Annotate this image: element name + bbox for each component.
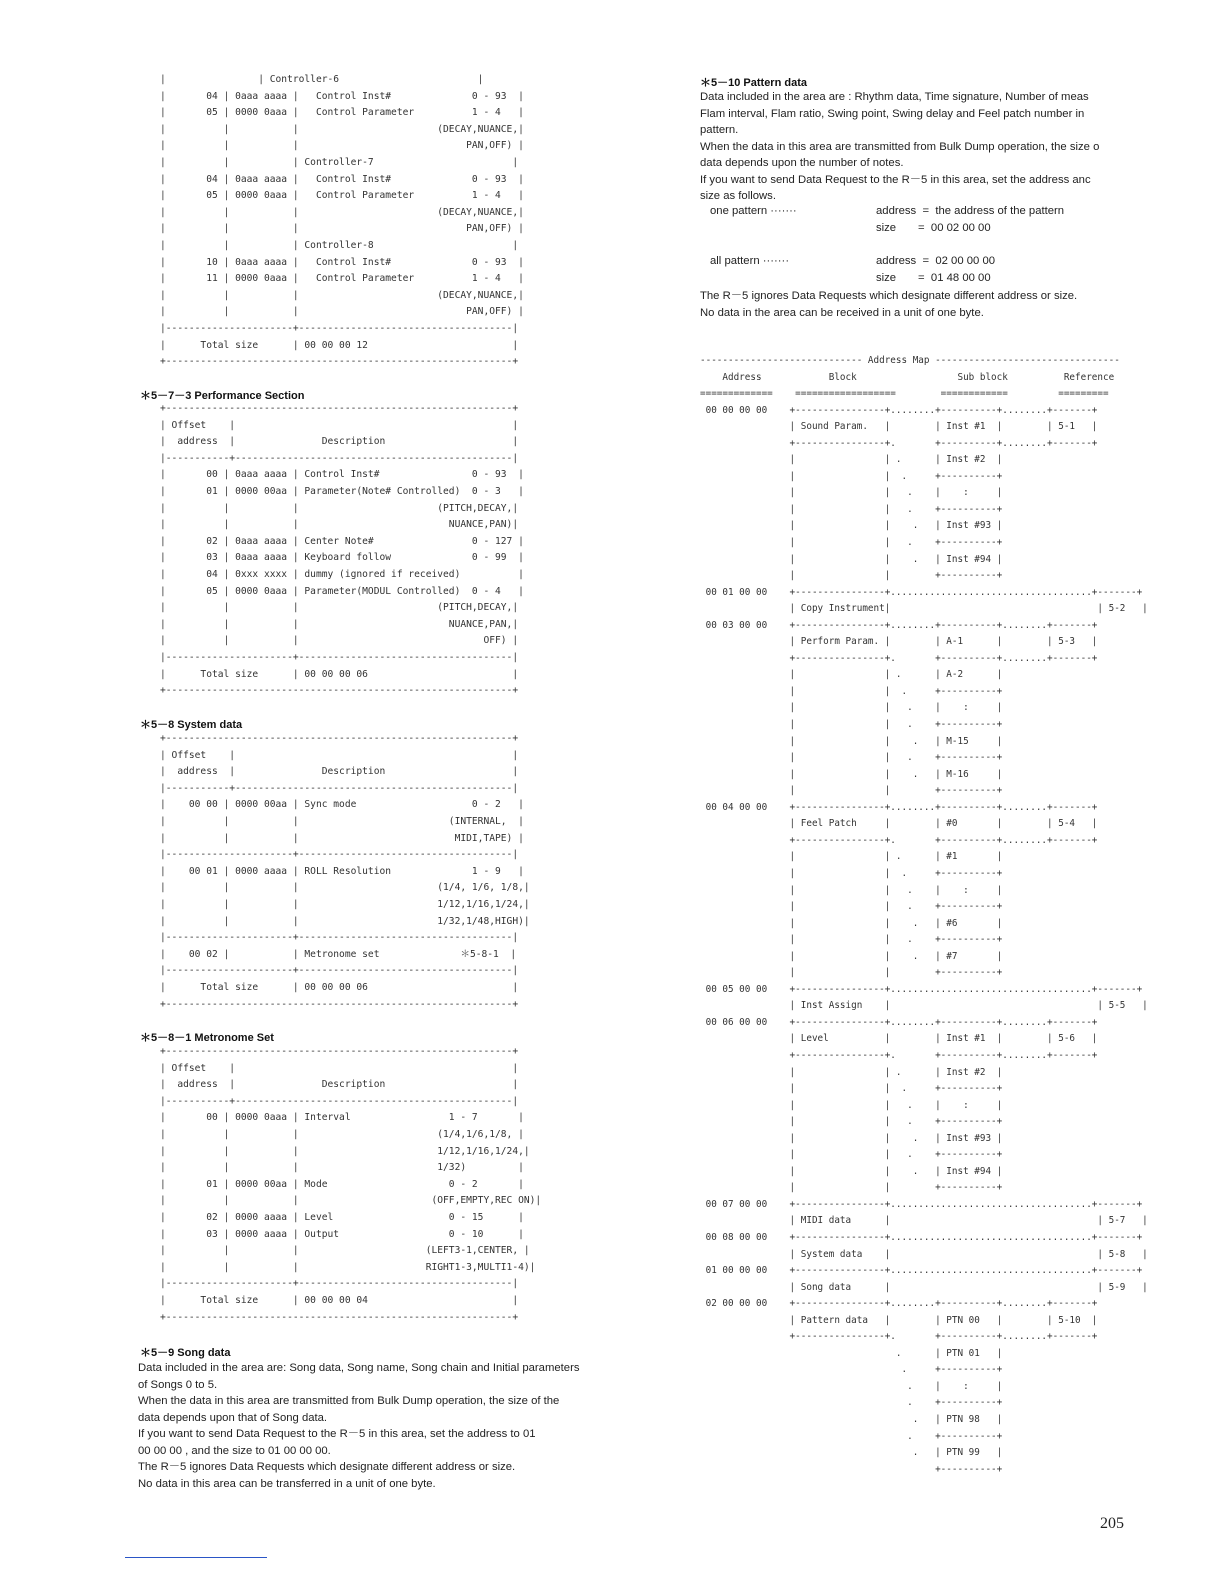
metronome-set-table: +------------------------------------------------------------+ | Offset | | | address | Description | |-----------+------------------------------------------------| | 00 | 0000 0aaa | Interval 1 - 7 | | | | (1/4,1/6,1/8, | | | | 1/12,1/16,1/24,| | | | 1/32) | | 01 | 0000 00aa | Mode 0 - 2 | | | | (OFF,EMPTY,REC ON)| | 02 | 0000 aaaa | Level 0 - 15 | | 03 | 0000 aaaa | Output 0 - 10 | | | | (LEFT3-1,CENTER, | | | | RIGHT1-3,MULTI1-4)| |----------------------+-------------------------------------| | Total size | 00 00 00 04 | +------------------------------------------------------------+ (160, 1046, 542, 1323)
pattern-line: Flam interval, Flam ratio, Swing point, Swing delay and Feel patch number in (700, 107, 1085, 120)
performance-section-table: +------------------------------------------------------------+ | Offset | | | address | Description | |-----------+------------------------------------------------| | 00 | 0aaa aaaa | Control Inst# 0 - 93 | | 01 | 0000 00aa | Parameter(Note# Controlled) 0 - 3 | | | | (PITCH,DECAY,| | | | NUANCE,PAN)| | 02 | 0aaa aaaa | Center Note# 0 - 127 | | 03 | 0aaa aaaa | Keyboard follow 0 - 99 | | 04 | 0xxx xxxx | dummy (ignored if received) | | 05 | 0000 0aaa | Parameter(MODUL Controlled) 0 - 4 | | | | (PITCH,DECAY,| | | | NUANCE,PAN,| | | | OFF) | |----------------------+-------------------------------------| | Total size | 00 00 00 06 | +------------------------------------------------------------+ (160, 403, 524, 697)
pattern-data-heading: ＊5－10 Pattern data (700, 77, 807, 89)
pattern-line: data depends upon the number of notes. (700, 157, 904, 169)
page-number: 205 (1100, 1515, 1124, 1532)
footer-rule (125, 1557, 267, 1558)
pattern-note-line: The R－5 ignores Data Requests which designate different address or size. (700, 290, 1078, 302)
system-data-heading: ＊5－8 System data (140, 719, 243, 731)
pattern-line: When the data in this area are transmitted from Bulk Dump operation, the size o (700, 140, 1100, 153)
song-line: 00 00 00 , and the size to 01 00 00 00. (138, 1444, 331, 1457)
pattern-line: size as follows. (700, 190, 776, 202)
metronome-set-heading: ＊5－8－1 Metronome Set (140, 1032, 274, 1044)
pattern-line: pattern. (700, 124, 739, 136)
pattern-line: If you want to send Data Request to the R－5 in this area, set the address anc (700, 173, 1091, 186)
all-pattern-address: address = 02 00 00 00 (876, 255, 996, 267)
pattern-line: Data included in the area are : Rhythm data, Time signature, Number of meas (700, 91, 1089, 103)
song-line: The R－5 ignores Data Requests which designate different address or size. (138, 1461, 516, 1473)
system-data-table: +------------------------------------------------------------+ | Offset | | | address | Description | |-----------+------------------------------------------------| | 00 00 | 0000 00aa | Sync mode 0 - 2 | | | | (INTERNAL, | | | | MIDI,TAPE) | |----------------------+-------------------------------------| | 00 01 | 0000 aaaa | ROLL Resolution 1 - 9 | | | | (1/4, 1/6, 1/8,| | | | 1/12,1/16,1/24,| | | | 1/32,1/48,HIGH)| |----------------------+-------------------------------------| | 00 02 | | Metronome set ＊5-8-1 | |----------------------+-------------------------------------| | Total size | 00 00 00 06 | +------------------------------------------------------------+ (160, 733, 530, 1010)
controllers-tail-table: | | Controller-6 | | 04 | 0aaa aaaa | Control Inst# 0 - 93 | | 05 | 0000 0aaa | Control Parameter 1 - 4 | | | | (DECAY,NUANCE,| | | | PAN,OFF) | | | | Controller-7 | | 04 | 0aaa aaaa | Control Inst# 0 - 93 | | 05 | 0000 0aaa | Control Parameter 1 - 4 | | | | (DECAY,NUANCE,| | | | PAN,OFF) | | | | Controller-8 | | 10 | 0aaa aaaa | Control Inst# 0 - 93 | | 11 | 0000 0aaa | Control Parameter 1 - 4 | | | | (DECAY,NUANCE,| | | | PAN,OFF) | |----------------------+-------------------------------------| | Total size | 00 00 00 12 | +------------------------------------------------------------+ (160, 74, 524, 368)
song-line: No data in this area can be transferred in a unit of one byte. (138, 1477, 436, 1490)
one-pattern-label: one pattern ······· (710, 205, 797, 217)
song-data-body (138, 1360, 658, 1492)
pattern-data-body (700, 89, 1170, 205)
pattern-note-line: No data in the area can be received in a unit of one byte. (700, 306, 984, 319)
one-pattern-address: address = the address of the pattern (876, 205, 1065, 217)
song-line: If you want to send Data Request to the R－5 in this area, set the address to 01 (138, 1428, 536, 1440)
all-pattern-size: size = 01 48 00 00 (876, 272, 991, 284)
address-map-diagram: ----------------------------- Address Map --------------------------------- Address Block Sub block Reference ============= ================== ============ ========= 00 00 00 00 +----------------+........+----------+........+-------+ | Sound Param. | | Inst #1 | | 5-1 | +----------------+. +----------+........+-------+ | | . | Inst #2 | | | . +----------+ | | . | : | | | . +----------+ | | . | Inst #93 | | | . +----------+ | | . | Inst #94 | | | +----------+ 00 01 00 00 +----------------+....................................+-------+ | Copy Instrument| | 5-2 | 00 03 00 00 +----------------+........+----------+........+-------+ | Perform Param. | | A-1 | | 5-3 | +----------------+. +----------+........+-------+ | | . | A-2 | | | . +----------+ | | . | : | | | . +----------+ | | . | M-15 | | | . +----------+ | | . | M-16 | | | +----------+ 00 04 00 00 +----------------+........+----------+........+-------+ | Feel Patch | | #0 | | 5-4 | +----------------+. +----------+........+-------+ | | . | #1 | | | . +----------+ | | . | : | | | . +----------+ | | . | #6 | | | . +----------+ | | . | #7 | | | +----------+ 00 05 00 00 +----------------+....................................+-------+ | Inst Assign | | 5-5 | 00 06 00 00 +----------------+........+----------+........+-------+ | Level | | Inst #1 | | 5-6 | +----------------+. +----------+........+-------+ | | . | Inst #2 | | | . +----------+ | | . | : | | | . +----------+ | | . | Inst #93 | | | . +----------+ | | . | Inst #94 | | | +----------+ 00 07 00 00 +----------------+....................................+-------+ | MIDI data | | 5-7 | 00 08 00 00 +----------------+....................................+-------+ | System data | | 5-8 | 01 00 00 00 +----------------+....................................+-------+ | Song data | | 5-9 | 02 00 00 00 +----------------+........+----------+........+-------+ | Pattern data | | PTN 00 | | 5-10 | +----------------+. +----------+........+-------+ . | PTN 01 | . +----------+ . | : | . +----------+ . | PTN 98 | . +----------+ . | PTN 99 | +----------+ (700, 355, 1148, 1475)
all-pattern-label: all pattern ······· (710, 255, 790, 267)
song-data-heading: ＊5－9 Song data (140, 1347, 231, 1359)
song-line: of Songs 0 to 5. (138, 1378, 218, 1391)
one-pattern-size: size = 00 02 00 00 (876, 222, 991, 234)
performance-section-heading: ＊5－7－3 Performance Section (140, 390, 305, 402)
pattern-data-notes (700, 288, 1170, 321)
song-line: data depends upon that of Song data. (138, 1411, 328, 1424)
song-line: Data included in the area are: Song data, Song name, Song chain and Initial parameters (138, 1362, 580, 1374)
song-line: When the data in this area are transmitted from Bulk Dump operation, the size of the (138, 1395, 560, 1407)
